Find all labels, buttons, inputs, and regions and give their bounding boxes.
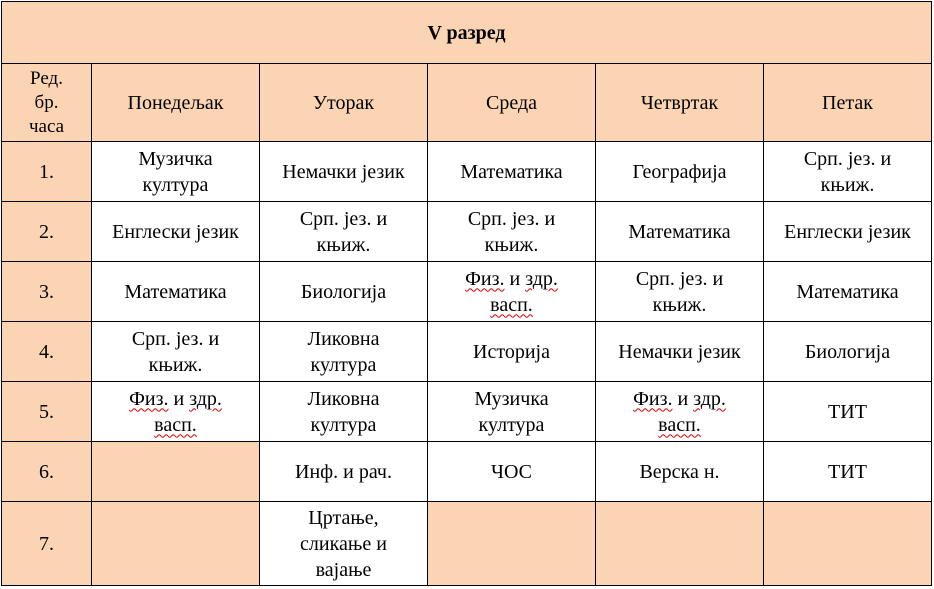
period-number: 4. [2, 322, 92, 382]
lesson-text: књиж. [820, 173, 875, 196]
lesson-text: Математика [796, 280, 899, 303]
lesson-cell-thursday [596, 322, 764, 382]
day-header-friday: Петак [764, 64, 932, 142]
lesson-text: Енглески језик [784, 220, 911, 243]
lesson-cell-thursday [596, 142, 764, 202]
schedule-title: V разред [2, 2, 932, 64]
period-number: 3. [2, 262, 92, 322]
lesson-text: Музичка [138, 147, 213, 170]
period-header: Ред. бр. часа [2, 64, 92, 142]
lesson-cell-monday [92, 442, 260, 502]
lesson-text: ЧОС [490, 460, 533, 483]
table-row [2, 262, 932, 322]
lesson-cell-tuesday [260, 502, 428, 586]
day-header-monday: Понедељак [92, 64, 260, 142]
lesson-cell-thursday [596, 382, 764, 442]
lesson-text: Ликовна [307, 327, 380, 350]
lesson-text: Инф. и рач. [295, 460, 392, 483]
table-row [2, 142, 932, 202]
lesson-cell-wednesday [428, 202, 596, 262]
lesson-text: Математика [460, 160, 563, 183]
period-number: 6. [2, 442, 92, 502]
lesson-text: Срп. јез. и [299, 207, 388, 230]
lesson-cell-tuesday [260, 142, 428, 202]
table-row [2, 322, 932, 382]
lesson-text: књиж. [316, 233, 371, 256]
lesson-cell-thursday [596, 262, 764, 322]
lesson-text: књиж. [148, 353, 203, 376]
lesson-text: вајање [315, 558, 372, 581]
day-header-wednesday: Среда [428, 64, 596, 142]
lesson-cell-friday [764, 382, 932, 442]
lesson-cell-thursday [596, 502, 764, 586]
lesson-text: васп. [658, 413, 701, 436]
lesson-text: култура [142, 173, 209, 196]
lesson-cell-friday [764, 502, 932, 586]
lesson-cell-tuesday [260, 382, 428, 442]
lesson-cell-monday [92, 502, 260, 586]
lesson-text: Ликовна [307, 387, 380, 410]
day-header-thursday: Четвртак [596, 64, 764, 142]
lesson-cell-tuesday [260, 262, 428, 322]
lesson-text: Математика [628, 220, 731, 243]
lesson-text: ТИТ [828, 400, 867, 423]
lesson-cell-friday [764, 442, 932, 502]
lesson-cell-friday [764, 202, 932, 262]
lesson-text: Цртање, [308, 506, 379, 529]
lesson-text: Географија [632, 160, 727, 183]
period-number: 1. [2, 142, 92, 202]
lesson-cell-monday [92, 262, 260, 322]
lesson-cell-monday [92, 382, 260, 442]
lesson-text: Физ. и здр. [633, 387, 726, 410]
lesson-cell-tuesday [260, 202, 428, 262]
lesson-text: Физ. и здр. [465, 267, 558, 290]
lesson-text: Историја [473, 340, 550, 363]
lesson-text: књиж. [484, 233, 539, 256]
lesson-cell-friday [764, 142, 932, 202]
lesson-cell-tuesday [260, 442, 428, 502]
period-number: 5. [2, 382, 92, 442]
lesson-cell-wednesday [428, 502, 596, 586]
day-header-tuesday: Уторак [260, 64, 428, 142]
lesson-cell-thursday [596, 442, 764, 502]
lesson-text: Срп. јез. и [803, 147, 892, 170]
lesson-text: Музичка [474, 387, 549, 410]
period-number: 2. [2, 202, 92, 262]
lesson-cell-wednesday [428, 442, 596, 502]
lesson-cell-thursday [596, 202, 764, 262]
lesson-cell-monday [92, 202, 260, 262]
period-number: 7. [2, 502, 92, 586]
lesson-cell-wednesday [428, 262, 596, 322]
lesson-text: Енглески језик [112, 220, 239, 243]
lesson-text: васп. [154, 413, 197, 436]
lesson-text: Срп. јез. и [131, 327, 220, 350]
lesson-text: Математика [124, 280, 227, 303]
table-row [2, 502, 932, 586]
schedule-table [1, 1, 932, 586]
lesson-cell-wednesday [428, 322, 596, 382]
lesson-cell-friday [764, 322, 932, 382]
lesson-text: Немачки језик [282, 160, 405, 183]
table-row [2, 442, 932, 502]
lesson-text: Срп. јез. и [635, 267, 724, 290]
lesson-text: Срп. јез. и [467, 207, 556, 230]
lesson-text: култура [310, 353, 377, 376]
table-row [2, 202, 932, 262]
lesson-cell-tuesday [260, 322, 428, 382]
lesson-cell-monday [92, 142, 260, 202]
lesson-text: Биологија [300, 280, 387, 303]
lesson-text: васп. [490, 293, 533, 316]
lesson-text: сликање и [300, 532, 387, 555]
lesson-cell-monday [92, 322, 260, 382]
lesson-cell-friday [764, 262, 932, 322]
lesson-text: Физ. и здр. [129, 387, 222, 410]
lesson-text: Биологија [804, 340, 891, 363]
lesson-text: Немачки језик [618, 340, 741, 363]
lesson-text: Верска н. [639, 460, 720, 483]
lesson-text: култура [478, 413, 545, 436]
table-row [2, 382, 932, 442]
lesson-text: ТИТ [828, 460, 867, 483]
lesson-text: култура [310, 413, 377, 436]
lesson-cell-wednesday [428, 382, 596, 442]
lesson-text: књиж. [652, 293, 707, 316]
lesson-cell-wednesday [428, 142, 596, 202]
